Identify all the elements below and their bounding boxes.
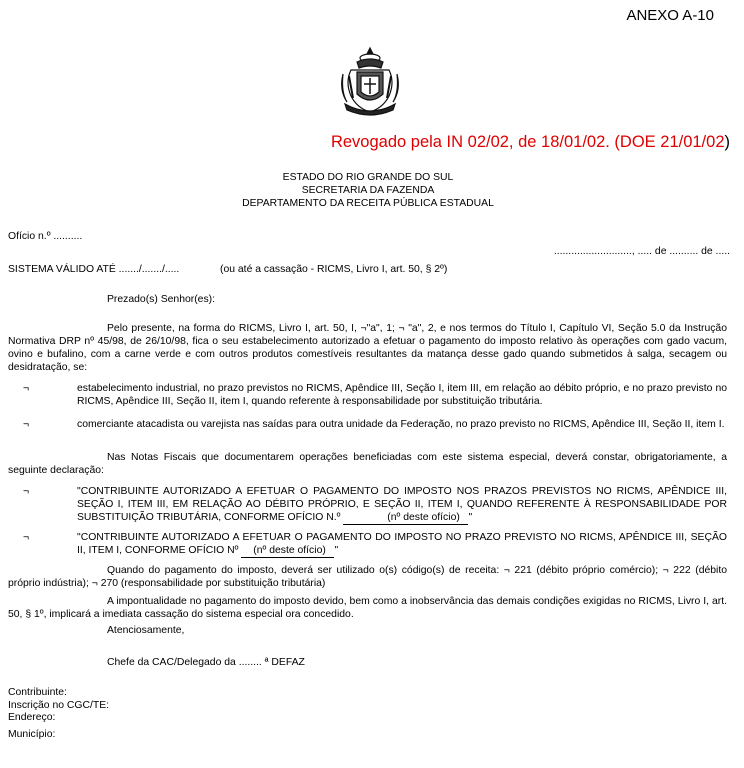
intro-rest: "a", 1; ¬ "a", 2, e nos termos do Título I, Capítulo VI, Seção 5.0 da Instrução Normativa DRP nº 45/98, de 26/10/98, fica o seu estabelecimento autorizado a efetuar o pagamento do imposto relativo às operações com gado vacum, ovino e bufalino, com a carne verde e com outros produtos comestíveis resultantes da matança desse gado quando submetidos à salga, secagem ou desidratação, se: (8, 323, 727, 373)
intro-checkbox-icon: ¬ (360, 323, 367, 334)
field-municipio: Município: (8, 729, 56, 740)
closing: Atenciosamente, (107, 625, 185, 636)
checkbox-icon-decl2[interactable]: ¬ (23, 532, 30, 543)
document-header (0, 171, 736, 210)
revocation-text: Revogado pela IN 02/02, de 18/01/02. (DOE 21/01/02 (330, 133, 725, 151)
declaration-1-text: "CONTRIBUINTE AUTORIZADO A EFETUAR O PAGAMENTO DO IMPOSTO NOS PRAZOS PREVISTOS NO RICMS, APÊNDICE III, SEÇÃO I, ITEM III, EM RELAÇÃO AO DÉBITO PRÓPRIO, E SEÇÃO II, ITEM I, QUANDO REFERENTE À RESPONSABILIDADE POR SUBSTITUIÇÃO TRIBUTÁRIA, CONFORME OFÍCIO N.º (77, 486, 727, 523)
declaration-2 (77, 531, 727, 558)
declaration-1-blank[interactable] (343, 511, 468, 525)
notas-rest: seguinte declaração: (8, 465, 104, 476)
field-endereco: Endereço: (8, 712, 56, 723)
declaration-1-close: " (468, 512, 473, 523)
revocation-close-paren: ) (724, 133, 730, 151)
warning-indent: A impontualidade no pagamento do imposto devido, bem como a inobservância das demais condições exigidas no RICMS, (107, 596, 675, 607)
header-secretariat: SECRETARIA DA FAZENDA (301, 185, 435, 196)
codes-indent: Quando do pagamento do imposto, deverá ser utilizado o(s) código(s) de receita: ¬ 221 (débito próprio comércio); ¬ 222 (107, 565, 691, 576)
field-inscricao: Inscrição no CGC/TE: (8, 700, 110, 711)
checkbox-icon-option2[interactable]: ¬ (23, 419, 30, 430)
sistema-valido: SISTEMA VÁLIDO ATÉ ......./......./..... (8, 264, 180, 275)
declaration-2-close: " (334, 545, 339, 556)
date-line: ..........................., ..... de .......... de ..... (553, 246, 730, 257)
header-state: ESTADO DO RIO GRANDE DO SUL (282, 172, 454, 183)
annex-label: ANEXO A-10 (626, 7, 714, 24)
intro-paragraph (8, 322, 727, 374)
declaration-2-blank-label: (nº deste ofício) (253, 545, 326, 556)
checkbox-icon-option1[interactable]: ¬ (23, 383, 30, 394)
warning-paragraph (8, 595, 727, 621)
declaration-1-blank-label: (nº deste ofício) (387, 512, 460, 523)
option-comerciante: comerciante atacadista ou varejista nas saídas para outra unidade da Federação, no prazo previsto no RICMS, Apêndice III, Seção II, item I. (77, 419, 725, 430)
notas-indent: Nas Notas Fiscais que documentarem operações beneficiadas com este sistema especial, deverá constar, obrigatoriamente, a (107, 452, 727, 463)
state-coat-of-arms-seal (337, 46, 403, 118)
warning-rest: Livro I, art. 50, § 1º, implicará a imediata cassação do sistema especial ora concedido. (8, 596, 727, 620)
codes-rest: (débito próprio indústria); ¬ 270 (responsabilidade por substituição tributária) (8, 565, 728, 589)
declaration-2-text: "CONTRIBUINTE AUTORIZADO A EFETUAR O PAGAMENTO DO IMPOSTO NO PRAZO PREVISTO NO RICMS, APÊNDICE III, SEÇÃO II, ITEM I, CONFORME OFÍCIO Nº (77, 532, 727, 556)
intro-indent: Pelo presente, na forma do RICMS, Livro I, art. 50, I, (107, 323, 361, 334)
header-department: DEPARTAMENTO DA RECEITA PÚBLICA ESTADUAL (242, 198, 494, 209)
notas-paragraph (8, 451, 727, 477)
signature-line: Chefe da CAC/Delegado da ........ ª DEFAZ (107, 657, 305, 668)
field-contribuinte: Contribuinte: (8, 687, 67, 698)
declaration-2-blank[interactable] (241, 544, 334, 558)
checkbox-icon-decl1[interactable]: ¬ (23, 486, 30, 497)
sistema-note: (ou até a cassação - RICMS, Livro I, art. 50, § 2º) (220, 264, 448, 275)
salutation: Prezado(s) Senhor(es): (107, 294, 215, 305)
oficio-number: Ofício n.º .......... (8, 231, 83, 242)
declaration-1 (77, 485, 727, 525)
codes-paragraph (8, 564, 727, 590)
revocation-notice (331, 133, 730, 151)
option-industrial: estabelecimento industrial, no prazo previstos no RICMS, Apêndice III, Seção I, item III, em relação ao débito próprio, e no prazo previsto no RICMS, Apêndice III, Seção II, item I, quando referente à responsabilidade por substituição tributária. (77, 383, 727, 407)
